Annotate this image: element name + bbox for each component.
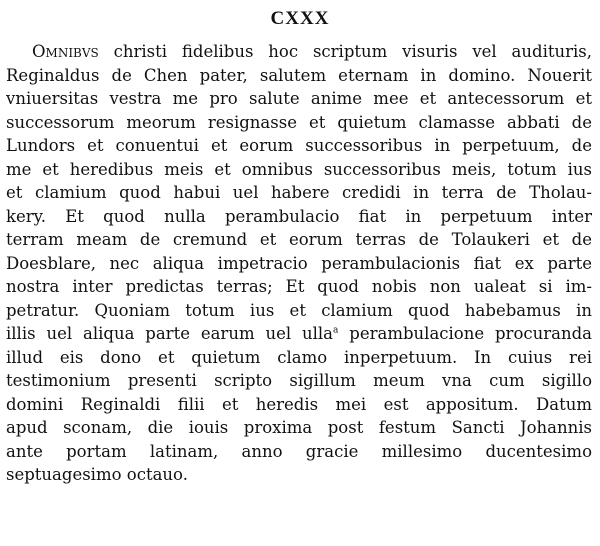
text-line: kery. Et quod nulla perambulacio fiat in perpetuum inter: [6, 206, 592, 226]
text-line: nostra inter predictas terras; Et quod nobis non ualeat si im-: [6, 277, 592, 296]
text-line: me et heredibus meis et omnibus successoribus meis, totum ius: [6, 159, 592, 179]
text-line: septuagesimo octauo.: [6, 465, 188, 484]
text-line: ante portam latinam, anno gracie millesimo ducentesimo: [6, 441, 592, 461]
charter-number-heading: CXXX: [270, 8, 330, 29]
text-line: illis uel aliqua parte earum uel ulla$^a$ perambulacione procuranda: [6, 324, 592, 343]
incipit-word: Omnibvs: [32, 42, 99, 61]
text-line: Reginaldus de Chen pater, salutem eternam in domino. Nouerit: [6, 65, 592, 85]
text-line: terram meam de cremund et eorum terras de Tolaukeri et de: [6, 230, 592, 249]
text-line: domini Reginaldi filii et heredis mei est appositum. Datum: [6, 394, 592, 414]
text-line: apud sconam, die iouis proxima post festum Sancti Johannis: [6, 418, 592, 437]
text-line: vniuersitas vestra me pro salute anime mee et antecessorum et: [6, 89, 592, 108]
text-line: et clamium quod habui uel habere credidi in terra de Tholau-: [6, 183, 592, 202]
charter-text: [6, 40, 592, 487]
text-line: successorum meorum resignasse et quietum clamasse abbati de: [6, 112, 592, 132]
text-line: Omnibvs christi fidelibus hoc scriptum visuris vel audituris,: [32, 42, 592, 61]
text-line: illud eis dono et quietum clamo inperpetuum. In cuius rei: [6, 347, 592, 367]
text-line: Lundors et conuentui et eorum successoribus in perpetuum, de: [6, 136, 592, 155]
footnote-marker: a: [333, 325, 339, 336]
text-line: testimonium presenti scripto sigillum meum vna cum sigillo: [6, 371, 592, 390]
text-line: petratur. Quoniam totum ius et clamium quod habebamus in: [6, 300, 592, 320]
text-line: Doesblare, nec aliqua impetracio perambulacionis fiat ex parte: [6, 253, 592, 273]
